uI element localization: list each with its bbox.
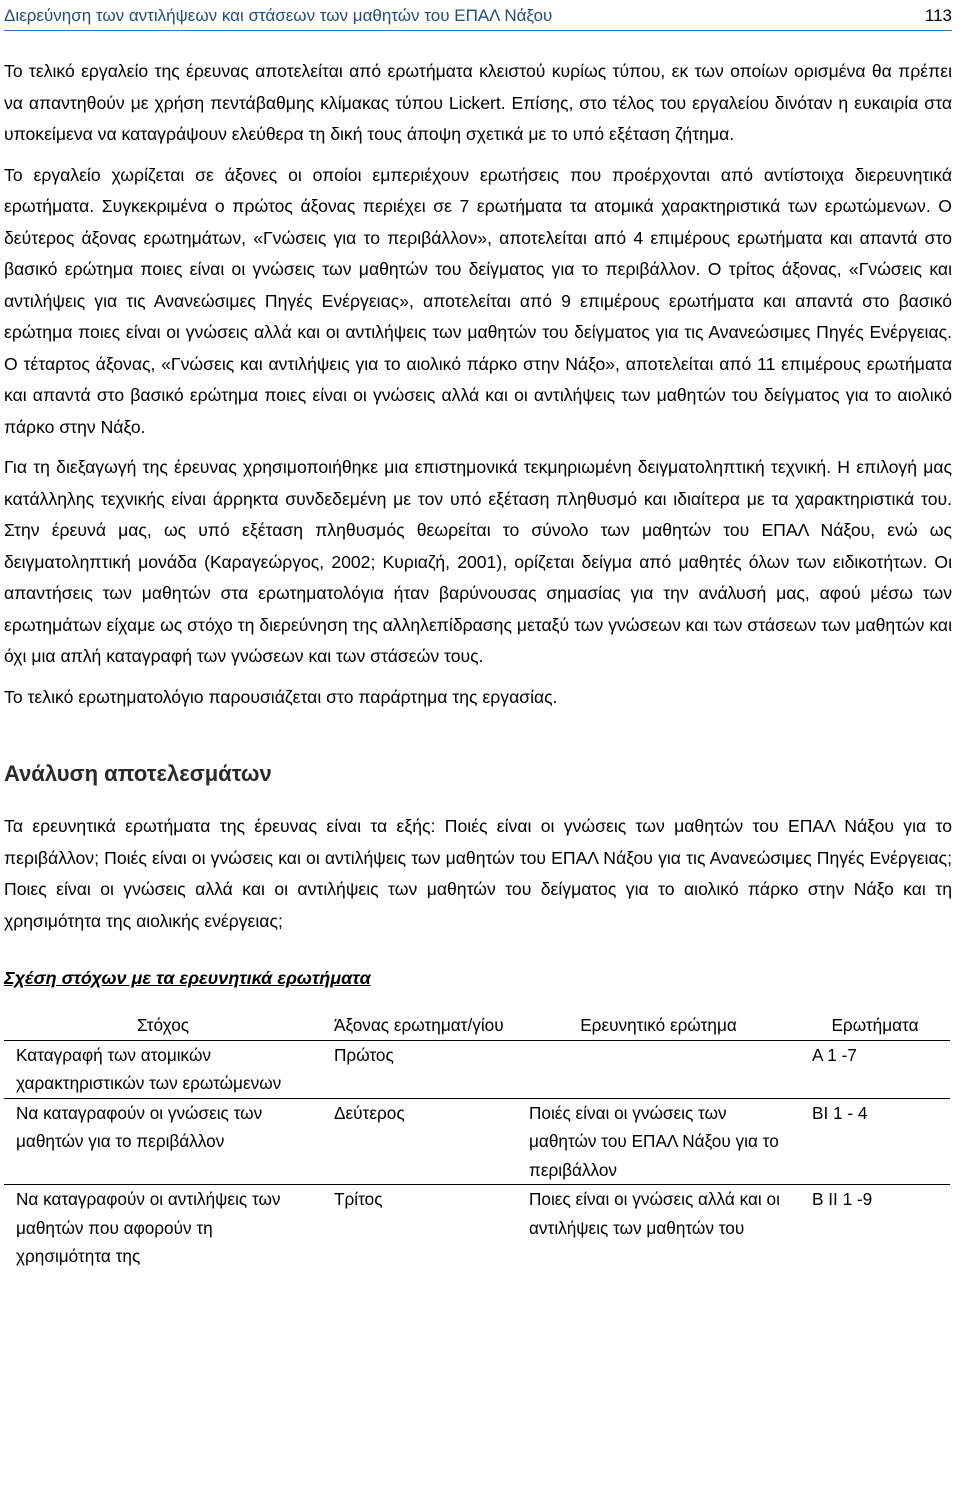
page-body — [4, 56, 952, 1271]
table-cell: Β ΙΙ 1 -9 — [812, 1189, 873, 1209]
paragraph-axes-description: Το εργαλείο χωρίζεται σε άξονες οι οποίοι εμπεριέχουν ερωτήσεις που προέρχονται από αντίστοιχα διερευνητικά ερωτήματα. Συγκεκριμένα ο πρώτος άξονας περιέχει σε 7 ερωτήματα τα ατομικά χαρακτηριστικά των ερωτώμενων. Ο δεύτερος άξονας ερωτημάτων, «Γνώσεις για το περιβάλλον», αποτελείται από 4 επιμέρους ερωτήματα και απαντά στο βασικό ερώτημα ποιες είναι οι γνώσεις των μαθητών του δείγματος για το περιβάλλον. Ο τρίτος άξονας, «Γνώσεις και αντιλήψεις για τις Ανανεώσιμες Πηγές Ενέργειας», αποτελείται από 9 επιμέρους ερωτήματα και απαντά στο βασικό ερώτημα ποιες είναι οι γνώσεις αλλά και οι αντιλήψεις των μαθητών του δείγματος για τις Ανανεώσιμες Πηγές Ενέργειας. Ο τέταρτος άξονας, «Γνώσεις και αντιλήψεις για το αιολικό πάρκο στην Νάξο», αποτελείται από 11 επιμέρους ερωτήματα και απαντά στο βασικό ερώτημα ποιες είναι οι γνώσεις αλλά και οι αντιλήψεις των μαθητών του δείγματος για το αιολικό πάρκο στην Νάξο. — [4, 164, 952, 437]
table-cell — [517, 1040, 800, 1098]
paragraph-sampling: Για τη διεξαγωγή της έρευνας χρησιμοποιήθηκε μια επιστημονικά τεκμηριωμένη δειγματοληπτική τεχνική. Η επιλογή μας κατάλληλης τεχνικής είναι άρρηκτα συνδεδεμένη με τον υπό εξέταση πληθυσμό και ιδιαίτερα με τα χαρακτηριστικά του. Στην έρευνά μας, ως υπό εξέταση πληθυσμός θεωρείται το σύνολο των μαθητών του ΕΠΑΛ Νάξου, ενώ ως δειγματοληπτική μονάδα (Καραγεώργος, 2002; Κυριαζή, 2001), ορίζεται δείγμα από μαθητές όλων των ειδικοτήτων. Οι απαντήσεις των μαθητών στα ερωτηματολόγια ήταν βαρύνουσας σημασίας για την ανάλυσή μας, αφού μέσω των ερωτημάτων είχαμε ως στόχο τη διερεύνηση της αλληλεπίδρασης μεταξύ των γνώσεων και των στάσεων των μαθητών και όχι μια απλή καταγραφή των γνώσεων και των στάσεών τους. — [4, 457, 952, 666]
table-cell: ΒΙ 1 - 4 — [812, 1102, 868, 1123]
table-cell: Καταγραφή των ατομικών χαρακτηριστικών των ερωτώμενων — [16, 1044, 282, 1093]
goals-table — [4, 1011, 950, 1271]
table-cell: Να καταγραφούν οι γνώσεις των μαθητών για το περιβάλλον — [16, 1102, 263, 1151]
table-row — [4, 1098, 950, 1185]
table-row — [4, 1040, 950, 1098]
table-cell: Α 1 -7 — [812, 1044, 857, 1065]
page-header — [4, 2, 952, 31]
paragraph-tool-description: Το τελικό εργαλείο της έρευνας αποτελείται από ερωτήματα κλειστού κυρίως τύπου, εκ των οποίων ορισμένα θα πρέπει να απαντηθούν με χρήση πεντάβαθμης κλίμακας τύπου Lickert. Επίσης, στο τέλος του εργαλείου δινόταν η ευκαιρία στα υποκείμενα να καταγράψουν ελεύθερα τη δική τους άποψη σχετικά με το υπό εξέταση ζήτημα. — [4, 61, 952, 144]
table-cell: Ποιές είναι οι γνώσεις των μαθητών του ΕΠΑΛ Νάξου για το περιβάλλον — [529, 1102, 779, 1180]
table-cell: Να καταγραφούν οι αντιλήψεις των μαθητών που αφορούν τη χρησιμότητα της — [16, 1189, 281, 1266]
page-number: 113 — [924, 6, 952, 25]
table-cell: Τρίτος — [334, 1189, 383, 1209]
table-cell: Δεύτερος — [334, 1102, 405, 1123]
table-cell: Πρώτος — [334, 1044, 394, 1065]
column-header: Ερευνητικό ερώτημα — [517, 1011, 800, 1040]
column-header: Άξονας ερωτηματ/γίου — [322, 1011, 517, 1040]
paragraph-research-questions: Τα ερευνητικά ερωτήματα της έρευνας είναι τα εξής: Ποιές είναι οι γνώσεις των μαθητών του ΕΠΑΛ Νάξου για το περιβάλλον; Ποιές είναι οι γνώσεις και οι αντιλήψεις των μαθητών του ΕΠΑΛ Νάξου για τις Ανανεώσιμες Πηγές Ενέργειας; Ποιες είναι οι γνώσεις αλλά και οι αντιλήψεις των μαθητών του δείγματος για το αιολικό πάρκο στην Νάξο και τη χρησιμότητα της αιολικής ενέργειας; — [4, 816, 952, 931]
paragraph-appendix-note: Το τελικό ερωτηματολόγιο παρουσιάζεται στο παράρτημα της εργασίας. — [4, 686, 558, 707]
table-caption: Σχέση στόχων με τα ερευνητικά ερωτήματα — [4, 968, 371, 988]
table-header-row — [4, 1011, 950, 1040]
table-row — [4, 1185, 950, 1271]
section-heading: Ανάλυση αποτελεσμάτων — [4, 761, 272, 786]
header-title: Διερεύνηση των αντιλήψεων και στάσεων των μαθητών του ΕΠΑΛ Νάξου — [4, 6, 553, 25]
column-header: Ερωτήματα — [800, 1011, 950, 1040]
column-header: Στόχος — [4, 1011, 322, 1040]
table-cell: Ποιες είναι οι γνώσεις αλλά και οι αντιλήψεις των μαθητών του — [529, 1189, 780, 1238]
